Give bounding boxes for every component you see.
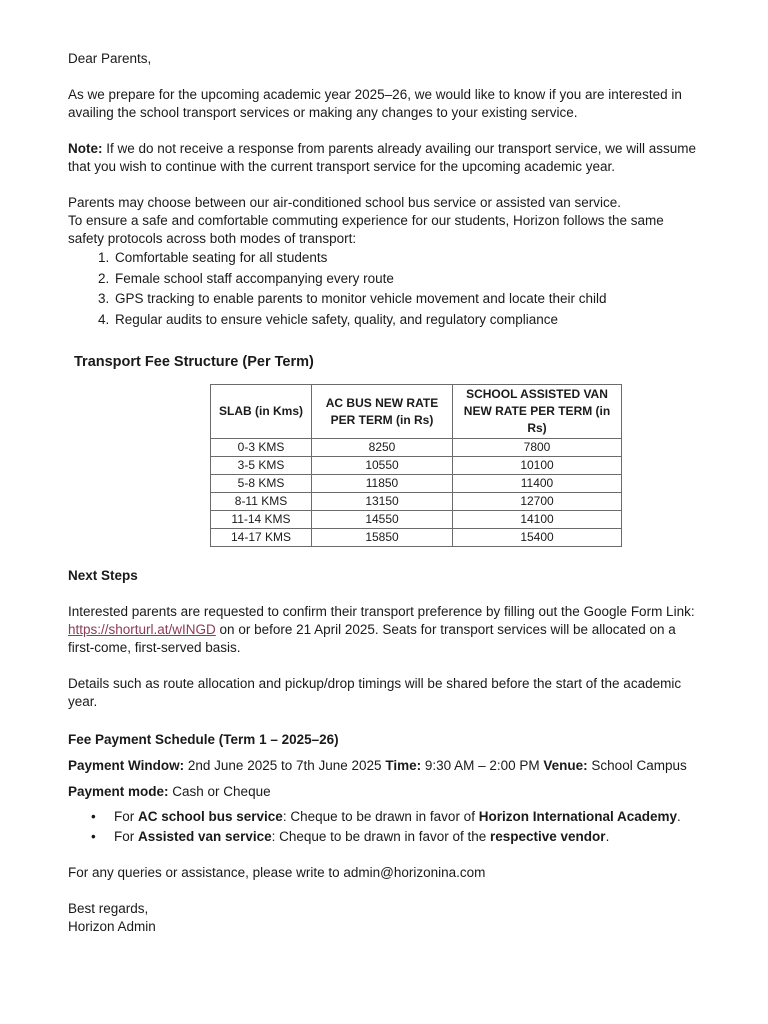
slab-cell: 14-17 KMS [211, 529, 312, 547]
van-rate-cell: 11400 [453, 475, 622, 493]
signature: Horizon Admin [68, 919, 156, 934]
payment-window-label: Payment Window: [68, 758, 185, 773]
payment-window-value: 2nd June 2025 to 7th June 2025 [184, 758, 386, 773]
choice-line: Parents may choose between our air-conditioned school bus service or assisted van service. [68, 195, 622, 210]
safety-item: 4. Regular audits to ensure vehicle safety, quality, and regulatory compliance [113, 310, 700, 331]
details-paragraph: Details such as route allocation and pickup/drop timings will be shared before the start of the academic year. [68, 676, 682, 709]
closing: Best regards, [68, 901, 149, 916]
slab-cell: 0-3 KMS [211, 439, 312, 457]
bullet-prefix: For [114, 809, 139, 824]
van-rate-cell: 14100 [453, 511, 622, 529]
bullet-icon: • [91, 829, 96, 844]
letter [68, 50, 700, 936]
bullet-prefix: For [114, 829, 139, 844]
next-steps-heading: Next Steps [68, 568, 138, 583]
table-row [211, 493, 622, 511]
payment-time-label: Time: [385, 758, 422, 773]
payment-time-value: 9:30 AM – 2:00 PM [421, 758, 544, 773]
note-paragraph [68, 140, 700, 176]
slab-cell: 11-14 KMS [211, 511, 312, 529]
table-row [211, 529, 622, 547]
bullet-suffix: . [676, 809, 681, 824]
safety-item: 3. GPS tracking to enable parents to monitor vehicle movement and locate their child [113, 289, 700, 310]
safety-item: 1. Comfortable seating for all students [113, 248, 700, 269]
van-rate-cell: 12700 [453, 493, 622, 511]
payment-window-line [68, 757, 700, 775]
table-row [211, 475, 622, 493]
payment-mode-value: Cash or Cheque [168, 784, 271, 799]
intro-paragraph: As we prepare for the upcoming academic year 2025–26, we would like to know if you are interested in availing the school transport services or making any changes to your existing service. [68, 87, 682, 120]
fee-header-slab: SLAB (in Kms) [211, 385, 312, 439]
note-text: If we do not receive a response from parents already availing our transport service, we will assume that you wish to continue with the current transport service for the upcoming academic year. [68, 141, 697, 174]
slab-cell: 3-5 KMS [211, 457, 312, 475]
fee-table-header-row [211, 385, 622, 439]
next-steps-deadline-text: on or before 21 April 2025. Seats for transport services will be allocated on a first-come, first-served basis. [68, 622, 676, 655]
note-label: Note: [68, 141, 103, 156]
safety-item: 2. Female school staff accompanying every route [113, 269, 700, 290]
google-form-link[interactable]: https://shorturl.at/wINGD [68, 622, 216, 637]
bullet-middle: : Cheque to be drawn in favor of the [271, 829, 490, 844]
fee-table [210, 384, 622, 547]
payment-mode-label: Payment mode: [68, 784, 169, 799]
bullet-suffix: . [605, 829, 610, 844]
table-row [211, 439, 622, 457]
bullet-icon: • [91, 809, 96, 824]
ac-bus-rate-cell: 14550 [312, 511, 453, 529]
list-item [91, 827, 700, 847]
ac-bus-rate-cell: 13150 [312, 493, 453, 511]
bullet-middle: : Cheque to be drawn in favor of [282, 809, 479, 824]
van-rate-cell: 7800 [453, 439, 622, 457]
van-rate-cell: 15400 [453, 529, 622, 547]
next-steps-text: Interested parents are requested to confirm their transport preference by filling out the Google Form Link: [68, 604, 695, 619]
payment-schedule-heading: Fee Payment Schedule (Term 1 – 2025–26) [68, 732, 339, 747]
table-row [211, 457, 622, 475]
greeting: Dear Parents, [68, 51, 152, 66]
bullet-payee: respective vendor [490, 829, 606, 844]
van-rate-cell: 10100 [453, 457, 622, 475]
next-steps-paragraph [68, 603, 700, 657]
slab-cell: 8-11 KMS [211, 493, 312, 511]
ac-bus-rate-cell: 8250 [312, 439, 453, 457]
fee-header-ac-bus: AC BUS NEW RATE PER TERM (in Rs) [312, 385, 453, 439]
ac-bus-rate-cell: 11850 [312, 475, 453, 493]
slab-cell: 5-8 KMS [211, 475, 312, 493]
fee-header-van: SCHOOL ASSISTED VAN NEW RATE PER TERM (in Rs) [453, 385, 622, 439]
bullet-service: AC school bus service [138, 809, 283, 824]
fee-table-title: Transport Fee Structure (Per Term) [74, 354, 314, 370]
payment-venue-label: Venue: [543, 758, 588, 773]
bullet-payee: Horizon International Academy [478, 809, 677, 824]
safety-intro: To ensure a safe and comfortable commuting experience for our students, Horizon follows the same safety protocols across both modes of transport: [68, 213, 664, 246]
queries-line: For any queries or assistance, please write to admin@horizonina.com [68, 865, 486, 880]
table-row [211, 511, 622, 529]
ac-bus-rate-cell: 10550 [312, 457, 453, 475]
payee-list [68, 807, 700, 847]
payment-mode-line [68, 783, 700, 801]
bullet-service: Assisted van service [138, 829, 272, 844]
safety-list [68, 248, 700, 330]
payment-venue-value: School Campus [587, 758, 687, 773]
ac-bus-rate-cell: 15850 [312, 529, 453, 547]
list-item [91, 807, 700, 827]
